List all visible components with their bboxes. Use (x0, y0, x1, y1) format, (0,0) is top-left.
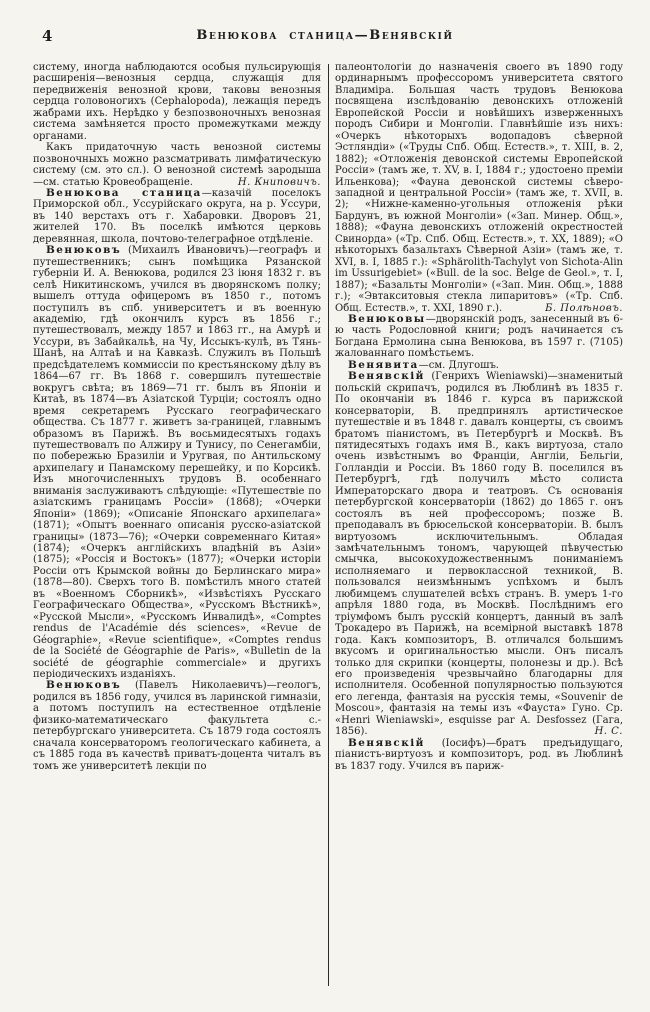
page-header (0, 25, 650, 51)
left-column (33, 62, 321, 988)
text-paragraph (33, 142, 321, 188)
encyclopedia-entry (335, 314, 623, 360)
entry-headword: Венюкова станица (46, 186, 202, 199)
right-column (335, 62, 623, 988)
entry-text: —казачій поселокъ Приморской обл., Уссурійскаго округа, на р. Уссури, въ 140 верстахъ отъ г. Хабаровки. Дворовъ 21, жителей 170. Въ поселкѣ имѣются церковь деревянная, школа, почтово-телеграфное отдѣленіе. (33, 187, 321, 245)
entry-text: систему, иногда наблюдаются особыя пульсирующія расширенія—венозныя сердца, служащія для передвиженія венозной крови, таковы венозныя сердца головоногихъ (Cephalopoda), лежащія передъ жабрами ихъ. Нерѣдко у безпозвоночныхъ венозная система замѣняется просто промежутками между органами. (33, 62, 321, 142)
entry-text: (Михаилъ Ивановичъ)—географъ и путешественникъ; сынъ помѣщика Рязанской губерніи И. А. Венюкова, родился 23 іюня 1832 г. въ селѣ Никитинскомъ, учился въ дворянскомъ полку; вышелъ оттуда офицеромъ въ 1850 г., потомъ поступилъ въ спб. университетъ и въ военную академію, гдѣ окончилъ курсъ въ 1856 г.; путешествовалъ, между 1857 и 1863 гг., на Амурѣ и Уссури, въ Забайкальѣ, на Чу, Иссыкъ-кулѣ, въ Тянь-Шанѣ, на Алтаѣ и на Кавказѣ. Служилъ въ Польшѣ предсѣдателемъ коммиссіи по крестьянскому дѣлу въ 1864—67 гг. Въ 1868 г. совершилъ путешествіе вокругъ свѣта; въ 1869—71 гг. былъ въ Японіи и Китаѣ, въ 1874—въ Азіатской Турціи; состоялъ одно время секретаремъ Русскаго географическаго общества. Съ 1877 г. живетъ за-границей, главнымъ образомъ въ Парижѣ. Въ восьмидесятыхъ годахъ путешествовалъ по Алжиру и Тунису, по Сенегамбіи, по побережью Бразиліи и Уругвая, по Антильскому архипелагу и Панамскому перешейку, и по Корсикѣ. Изъ многочисленныхъ трудовъ В. особеннаго вниманія заслуживаютъ слѣдующіе: «Путешествіе по азіатскимъ границамъ Россіи» (1868); «Очерки Японіи» (1869); «Описаніе Японскаго архипелага» (1871); «Опытъ военнаго описанія русско-азіатской границы» (1873—76); «Очерки современнаго Китая» (1874); «Очеркъ англійскихъ владѣній въ Азіи» (1875); «Россія и Востокъ» (1877); «Очерки исторіи Россіи отъ Крымской войны до Берлинскаго мира» (1878—80). Сверхъ того В. помѣстилъ много статей въ «Военномъ Сборникѣ», «Извѣстіяхъ Русскаго Географическаго Общества», «Русскомъ Вѣстникѣ», «Русской Мысли», «Русскомъ Инвалидѣ», «Comptes rendus de l'Académie dés sciences», «Revue de Géographie», «Revue scientifique», «Comptes rendus de la Société de Géographie de Paris», «Bulletin de la société de géographie commerciale» и другихъ періодическихъ изданіяхъ. (33, 245, 321, 681)
text-paragraph (33, 62, 321, 142)
encyclopedia-entry (33, 245, 321, 680)
column-divider (328, 64, 329, 986)
entry-headword: Венюковъ (46, 679, 122, 692)
entry-text: —дворянскій родъ, занесенный въ 6-ю часть Родословной книги; родъ начинается съ Богдана Ермолина сына Венюкова, въ 1597 г. (7105) жалованнаго помѣстьемъ. (335, 313, 623, 360)
author-signature: Н. Книповичъ. (237, 176, 321, 188)
entry-text: (Іосифъ)—братъ предъидущаго, піанистъ-виртуозъ и композиторъ, род. въ Люблинѣ въ 1837 году. Учился въ париж- (335, 737, 623, 772)
author-signature: Н. С. (594, 726, 623, 738)
encyclopedia-entry (335, 371, 623, 738)
encyclopedia-entry (33, 680, 321, 772)
entry-text: Какъ придаточную часть венозной системы позвоночныхъ можно разсматривать лимфатическую систему (см. это сл.). О венозной системѣ зародыша—см. статью Кровеобращеніе. (33, 142, 321, 188)
entry-text: палеонтологіи до назначенія своего въ 1890 году ординарнымъ профессоромъ университета святого Владиміра. Большая часть трудовъ Венюкова посвящена изслѣдованію девонскихъ отложеній Европейской Россіи и новѣйшихъ изверженныхъ породъ Сибири и Монголіи. Главнѣйшіе изъ нихъ: «Очеркъ нѣкоторыхъ водопадовъ сѣверной Эстляндіи» («Труды Спб. Общ. Естеств.», т. XIII, в. 2, 1882); «Отложенія девонской системы Европейской Россіи» (тамъ же, т. XV, в. I, 1884 г.; удостоено преміи Ильенкова); «Фауна девонской системы сѣверо-западной и центральной Россіи» (тамъ же, т. XVII, в. 2); «Нижне-каменно-угольныя отложенія рѣки Бардунъ, въ южной Монголіи» («Зап. Минер. Общ.», 1888); «Фауна девонскихъ отложеній окрестностей Свинорда» («Тр. Спб. Общ. Естеств.», т. XX, 1889); «О нѣкоторыхъ базальтахъ Сѣверной Азіи» (тамъ же, т. XVI, в. I, 1885 г.): «Sphärolith-Tachylyt von Sichota-Alin im Ussurigebiet» («Bull. de la soc. Belge de Geol.», т. I, 1887); «Базальты Монголіи» («Зап. Мин. Общ.», 1888 г.); «Эвтакситовыя стекла липаритовъ» («Тр. Спб. Общ. Естеств.», т. XXI, 1890 г.). (335, 62, 623, 314)
entry-headword: Венюковъ (46, 244, 122, 257)
author-signature: Б. Полѣновъ. (545, 302, 623, 314)
page-number: 4 (42, 27, 53, 45)
text-body (33, 62, 623, 990)
entry-headword: Венюковы (348, 312, 426, 325)
text-paragraph (335, 62, 623, 314)
entry-headword: Венявита (348, 358, 419, 371)
entry-text: (Павелъ Николаевичъ)—геологъ, родился въ 1856 году, учился въ ларинской гимназіи, а потомъ поступилъ на естественное отдѣленіе физико-математическаго факультета с.-петербургскаго университета. Съ 1879 года состоялъ сначала консерваторомъ геологическаго кабинета, а съ 1885 года въ качествѣ приватъ-доцента читалъ въ томъ же университетѣ лекціи по (33, 680, 321, 772)
entry-headword: Венявскій (348, 736, 425, 749)
entry-text: —см. Длугошъ. (418, 359, 499, 371)
encyclopedia-entry (335, 738, 623, 772)
running-title: Венюкова станица—Венявскій (196, 28, 454, 43)
entry-headword: Венявскій (348, 370, 425, 383)
encyclopedia-entry (33, 188, 321, 245)
entry-text: (Генрихъ Wieniawski)—знаменитый польскій скрипачъ, родился въ Люблинѣ въ 1835 г. По окончаніи въ 1846 г. курса въ парижской консерваторіи, В. предпринялъ артистическое путешествіе и въ 1848 г. давалъ концерты, съ своимъ братомъ піанистомъ, въ Петербургѣ и Москвѣ. Въ пятидесятыхъ годахъ имя В., какъ виртуоза, стало очень извѣстнымъ во Франціи, Англіи, Бельгіи, Голландіи и Россіи. Въ 1860 году В. поселился въ Петербургѣ, гдѣ получилъ мѣсто солиста Императорскаго двора и театровъ. Съ основанія петербургской консерваторіи (1862) до 1865 г. онъ состоялъ въ ней профессоромъ; позже В. преподавалъ въ брюсельской консерваторіи. В. былъ виртуозомъ исключительнымъ. Обладая замѣчательнымъ тономъ, чарующей пѣвучестью смычка, высокохудожественнымъ пониманіемъ исполняемаго и первоклассной техникой, В. пользовался неизмѣннымъ успѣхомъ и былъ любимцемъ слушателей всѣхъ странъ. В. умеръ 1-го апрѣля 1880 года, въ Москвѣ. Послѣднимъ его тріумфомъ былъ русскій концертъ, данный въ залѣ Трокадеро въ Парижѣ, на всемірной выставкѣ 1878 года. Какъ композиторъ, В. отличался большимъ вкусомъ и оригинальностью мысли. Онъ писалъ только для скрипки (концерты, полонезы и др.). Всѣ его произведенія чрезвычайно благодарны для исполнителя. Особенной популярностью пользуются его легенда, фантазія на русскія темы, «Souvenir de Moscou», фантазія на темы изъ «Фауста» Гуно. Ср. «Henri Wieniawski», esquisse par A. Desfossez (Гага, 1856). (335, 371, 623, 738)
